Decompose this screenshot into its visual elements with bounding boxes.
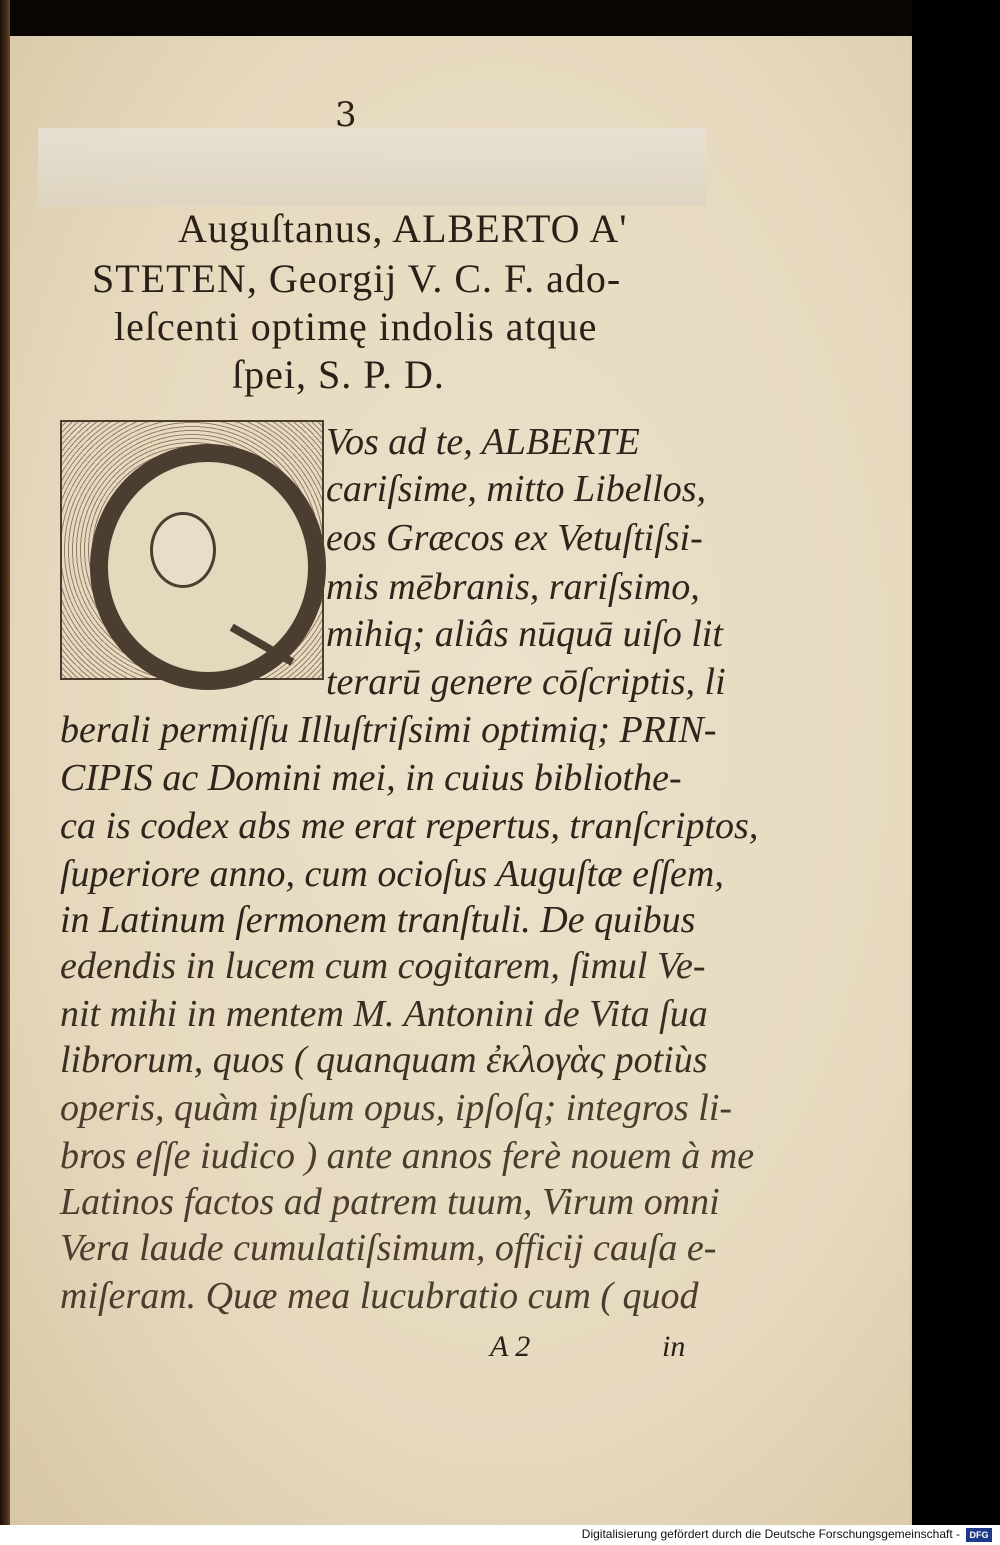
credit-bar <box>0 1525 1000 1545</box>
body-line: berali permiſſu Illuſtriſsimi optimiq; PRIN- <box>60 709 717 751</box>
body-line: in Latinum ſermonem tranſtuli. De quibus <box>60 899 696 941</box>
initial-ornament-face <box>150 512 216 588</box>
dfg-logo-icon: DFG <box>966 1528 992 1542</box>
body-line: CIPIS ac Domini mei, in cuius bibliothe- <box>60 757 682 799</box>
body-line: terarū genere cōſcriptis, li <box>326 661 726 703</box>
body-line: operis, quàm ipſum opus, ipſoſq; integros li- <box>60 1087 733 1129</box>
body-line: miſeram. Quæ mea lucubratio cum ( quod <box>60 1275 699 1317</box>
fore-edge-background <box>912 0 1000 1525</box>
body-line: eos Græcos ex Vetuſtiſsi- <box>326 517 703 559</box>
pasted-paper-strip <box>38 128 706 206</box>
body-line: nit mihi in mentem M. Antonini de Vita ſua <box>60 993 708 1035</box>
body-line: librorum, quos ( quanquam ἐκλογὰς potiùs <box>60 1039 708 1081</box>
funding-credit: Digitalisierung gefördert durch die Deutsche Forschungsgemeinschaft - <box>581 1527 960 1541</box>
body-line: Vera laude cumulatiſsimum, officij cauſa e- <box>60 1227 717 1269</box>
gathering-signature: A 2 <box>490 1330 531 1363</box>
body-line: cariſsime, mitto Libellos, <box>326 468 706 510</box>
body-line: mihiq; aliâs nūquā uiſo lit <box>326 613 723 655</box>
page-signature-mark: 3 <box>335 95 357 135</box>
catchword: in <box>662 1330 686 1363</box>
body-line: ca is codex abs me erat repertus, tranſcriptos, <box>60 805 759 847</box>
heading-line: ſpei, S. P. D. <box>232 352 445 397</box>
body-line: Latinos factos ad patrem tuum, Virum omni <box>60 1181 720 1223</box>
body-line: mis mēbranis, rariſsimo, <box>326 566 700 608</box>
book-spine <box>0 0 10 1525</box>
top-shadow <box>10 0 912 36</box>
body-line: bros eſſe iudico ) ante annos ferè nouem à me <box>60 1135 755 1177</box>
body-line: ſuperiore anno, cum ocioſus Auguſtæ eſſem, <box>60 853 724 895</box>
heading-line: leſcenti optimę indolis atque <box>114 304 598 349</box>
decorated-initial-q <box>60 420 324 680</box>
heading-line: STETEN, Georgij V. C. F. ado- <box>92 256 622 301</box>
body-line: edendis in lucem cum cogitarem, ſimul Ve- <box>60 945 706 987</box>
heading-line: Auguſtanus, ALBERTO A' <box>178 206 628 251</box>
body-line: Vos ad te, ALBERTE <box>326 421 640 463</box>
